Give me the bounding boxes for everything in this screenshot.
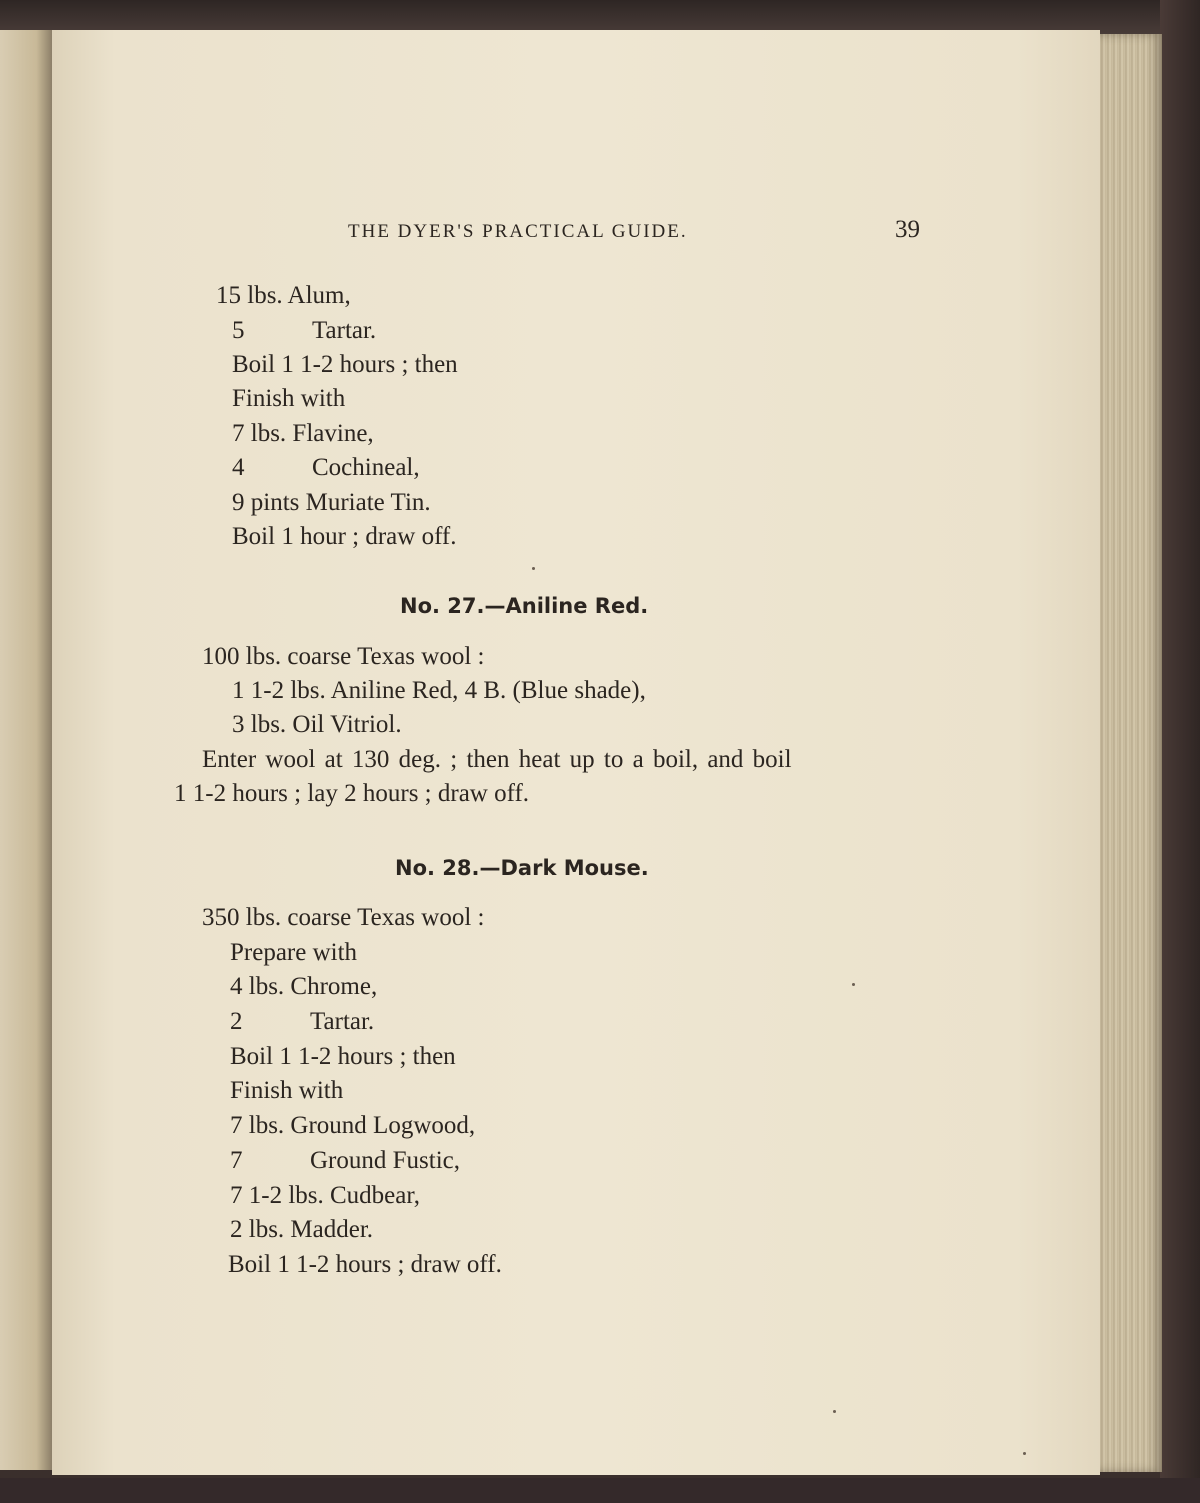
text-line: 7 lbs. Ground Logwood,: [230, 1112, 476, 1139]
text-line: 7 1-2 lbs. Cudbear,: [230, 1182, 420, 1209]
text-line: 1 1-2 hours ; lay 2 hours ; draw off.: [174, 780, 530, 807]
text-line: 1 1-2 lbs. Aniline Red, 4 B. (Blue shade),: [232, 677, 646, 704]
text-line: 15 lbs. Alum,: [216, 282, 351, 309]
paper-speck: [532, 567, 535, 570]
text-line: 3 lbs. Oil Vitriol.: [232, 711, 402, 738]
text-line: 4 lbs. Chrome,: [230, 973, 378, 1000]
ingredient: Tartar.: [312, 317, 377, 344]
running-header-title: THE DYER'S PRACTICAL GUIDE.: [348, 221, 688, 242]
text-line: Finish with: [230, 1077, 344, 1104]
recipe-heading: No. 27.—Aniline Red.: [400, 594, 649, 618]
text-line: 350 lbs. coarse Texas wool :: [202, 904, 485, 931]
ingredient: Ground Fustic,: [310, 1147, 460, 1174]
text-line: Boil 1 1-2 hours ; then: [230, 1043, 456, 1070]
text-line: [230, 1148, 460, 1173]
paper-speck: [1023, 1452, 1026, 1455]
page-number: 39: [895, 216, 920, 243]
text-line: Boil 1 1-2 hours ; then: [232, 351, 458, 378]
paper-speck: [852, 983, 855, 986]
text-line: [230, 1009, 374, 1034]
page-stack-edge: [1100, 34, 1162, 1472]
ingredient: Cochineal,: [312, 454, 420, 481]
ingredient: Tartar.: [310, 1008, 375, 1035]
paper-speck: [833, 1410, 836, 1413]
text-line: [232, 318, 376, 343]
text-line: [232, 455, 420, 480]
text-line: Enter wool at 130 deg. ; then heat up to a boil, and boil: [202, 746, 792, 773]
recipe-heading: No. 28.—Dark Mouse.: [395, 856, 649, 880]
book-cover-right: [1160, 0, 1200, 1503]
text-line: Finish with: [232, 385, 346, 412]
text-line: Boil 1 hour ; draw off.: [232, 523, 457, 550]
text-line: 2 lbs. Madder.: [230, 1216, 374, 1243]
quantity: 7: [230, 1147, 243, 1174]
book-cover-bottom: [0, 1478, 1200, 1503]
quantity: 4: [232, 454, 245, 481]
left-page-edge: [0, 30, 52, 1470]
quantity: 2: [230, 1008, 243, 1035]
text-line: Boil 1 1-2 hours ; draw off.: [228, 1251, 502, 1278]
text-line: Prepare with: [230, 939, 358, 966]
text-line: 9 pints Muriate Tin.: [232, 489, 431, 516]
text-line: 7 lbs. Flavine,: [232, 420, 374, 447]
quantity: 5: [232, 317, 245, 344]
text-line: 100 lbs. coarse Texas wool :: [202, 643, 485, 670]
